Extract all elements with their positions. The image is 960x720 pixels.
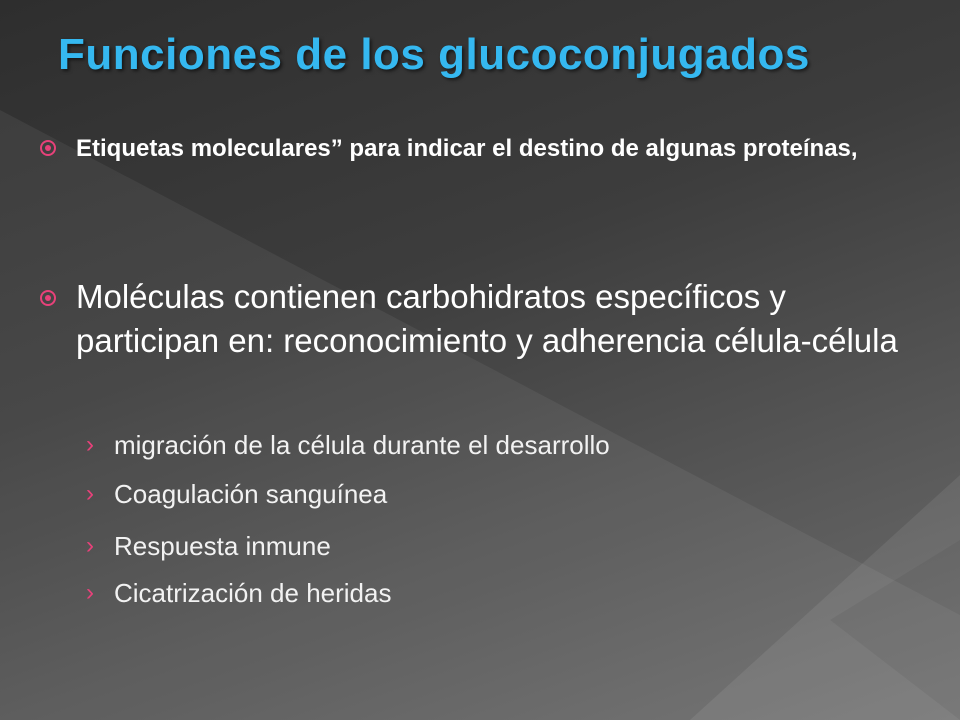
circle-dot-bullet-icon bbox=[40, 140, 56, 156]
sub-bullet-text: Cicatrización de heridas bbox=[114, 577, 392, 608]
chevron-right-icon: › bbox=[86, 579, 94, 606]
chevron-right-icon: › bbox=[86, 431, 94, 458]
sub-bullet-text: Coagulación sanguínea bbox=[114, 478, 388, 509]
circle-dot-bullet-icon bbox=[40, 290, 56, 306]
sub-bullet-item bbox=[86, 573, 391, 613]
bullet-text: Etiquetas moleculares” para indicar el destino de algunas proteínas, bbox=[76, 135, 858, 162]
chevron-right-icon: › bbox=[86, 532, 94, 559]
bullet-text: Moléculas contienen carbohidratos específicos y participan en: reconocimiento y adherencia célula-célula bbox=[76, 278, 898, 359]
sub-bullet-item bbox=[86, 526, 331, 566]
slide-title: Funciones de los glucoconjugados bbox=[58, 30, 810, 79]
sub-bullet-text: migración de la célula durante el desarrollo bbox=[114, 429, 610, 460]
bullet-item bbox=[40, 275, 930, 363]
sub-bullet-item bbox=[86, 425, 610, 465]
chevron-right-icon: › bbox=[86, 480, 94, 507]
bullet-item bbox=[40, 130, 930, 167]
sub-bullet-item bbox=[86, 474, 387, 514]
sub-bullet-text: Respuesta inmune bbox=[114, 530, 331, 561]
